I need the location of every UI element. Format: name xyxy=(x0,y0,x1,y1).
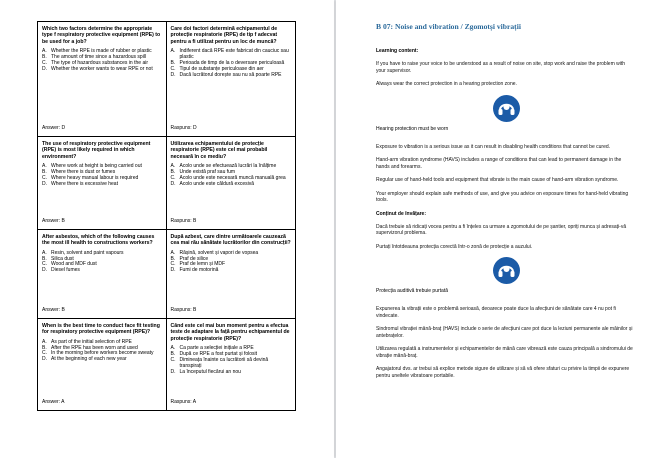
page-left xyxy=(0,0,334,458)
learning-section xyxy=(376,22,634,386)
option-text: După ce RPE a fost purtat și folosit xyxy=(179,350,258,357)
option-list xyxy=(171,164,292,188)
option-item xyxy=(42,182,162,188)
paragraph: Sindromul vibrației mână-braț (HAVS) include o serie de afecțiuni care pot duce la leziuni permanente ale mâinilor și antebrațelor. xyxy=(376,326,633,339)
option-item xyxy=(42,67,162,73)
option-text: Rășină, solvent și vapori de vopsea xyxy=(179,249,259,256)
question-text: After asbestos, which of the following causes the most ill health to constructions workers? xyxy=(42,234,155,247)
option-letter: A. xyxy=(42,47,47,54)
option-text: Ca parte a selecției inițiale a RPE xyxy=(179,344,254,351)
option-text: Acolo unde este necesară muncă manuală grea xyxy=(179,174,286,181)
option-item xyxy=(42,268,162,274)
option-letter: B. xyxy=(170,59,176,66)
option-text: The amount of time since a hazardous spill xyxy=(51,53,147,60)
option-text: Resin, solvent and paint vapours xyxy=(51,249,124,256)
quiz-cell xyxy=(38,22,167,137)
paragraph: Your employer should explain safe methods of use, and give you advice on exposure times for hand-held vibrating tools. xyxy=(376,190,629,203)
option-list xyxy=(171,251,292,275)
option-text: The type of hazardous substances in the air xyxy=(51,59,149,66)
option-text: Indiferent dacă RPE este fabricat din cauciuc sau plastic xyxy=(179,47,289,60)
learning-heading-ro: Conținut de învățare: xyxy=(376,210,427,217)
question-text: După azbest, care dintre următoarele cauzează cea mai rău sănătate lucrătorilor din construcții? xyxy=(170,234,291,247)
option-letter: B. xyxy=(170,350,176,357)
option-text: Silica dust xyxy=(51,255,74,262)
paragraph: If you have to raise your voice to be understood as a result of noise on site, stop work and raise the problem with your supervisor. xyxy=(376,61,626,74)
option-letter: A. xyxy=(42,162,47,169)
option-text: Acolo unde este căldură excesivă xyxy=(179,180,254,187)
option-letter: B. xyxy=(170,168,176,175)
option-letter: D. xyxy=(42,267,47,274)
page-right xyxy=(336,0,670,458)
answer-text: Answer: A xyxy=(42,399,65,405)
option-text: Dimineața înainte ca lucrătorii să devină transpirați xyxy=(179,356,269,369)
option-letter: B. xyxy=(42,255,47,262)
option-letter: C. xyxy=(42,350,47,357)
option-letter: C. xyxy=(170,261,176,268)
option-text: Diesel fumes xyxy=(51,267,80,274)
icon-caption: Hearing protection must be worn xyxy=(376,125,449,132)
answer-text: Raspuns: A xyxy=(170,399,197,405)
quiz-cell xyxy=(38,137,167,230)
option-text: Wood and MDF dust xyxy=(51,261,97,268)
ear-protection-icon xyxy=(493,257,520,284)
option-letter: D. xyxy=(42,356,47,363)
option-letter: C. xyxy=(170,174,176,181)
option-item xyxy=(171,268,292,274)
paragraph: Utilizarea regulată a instrumentelor și echipamentelor de mână care vibrează este cauza principală a sindromului de vibrație mână-braț. xyxy=(376,346,633,359)
option-item xyxy=(171,73,292,79)
option-item xyxy=(171,49,292,61)
option-letter: D. xyxy=(170,180,176,187)
option-letter: A. xyxy=(170,47,176,54)
option-letter: C. xyxy=(42,174,47,181)
paragraph: Exposure to vibration is a serious issue as it can result in disabling health conditions that cannot be cured. xyxy=(376,143,611,150)
option-letter: A. xyxy=(170,249,176,256)
answer-text: Raspuns: B xyxy=(170,307,197,313)
option-text: La începutul fiecărui an nou xyxy=(179,368,241,375)
paragraph: Expunerea la vibrații este o problemă serioasă, deoarece poate duce la afecțiuni de sănătate care 4 nu pot fi vindecate. xyxy=(376,306,616,319)
option-text: Unde există praf sau fum xyxy=(179,168,236,175)
option-letter: D. xyxy=(170,267,176,274)
quiz-cell xyxy=(38,230,167,319)
option-letter: B. xyxy=(42,168,47,175)
paragraph: Regular use of hand-held tools and equipment that vibrate is the main cause of hand-arm vibration syndrome. xyxy=(376,177,619,183)
option-text: Praf de lemn și MDF xyxy=(179,261,226,268)
option-letter: D. xyxy=(170,71,176,78)
answer-text: Answer: D xyxy=(42,125,66,131)
option-list xyxy=(171,346,292,376)
option-text: Whether the worker wants to wear RPE or not xyxy=(51,65,153,72)
option-list xyxy=(42,164,162,188)
icon-caption: Protecția auditivă trebuie purtată xyxy=(376,288,448,294)
paragraph: Always wear the correct protection in a hearing protection zone. xyxy=(376,81,517,87)
option-letter: D. xyxy=(42,65,47,72)
option-letter: B. xyxy=(42,53,47,60)
option-text: As part of the initial selection of RPE xyxy=(51,338,132,345)
option-letter: B. xyxy=(42,344,47,351)
paragraph: Angajatorul dvs. ar trebui să explice metode sigure de utilizare și să vă ofere sfaturi cu privire la timpii de expunere pentru uneltele vibratoare portabile. xyxy=(376,366,630,379)
question-text: The use of respiratory protective equipment (RPE) is most likely required in which environment? xyxy=(42,141,151,160)
paragraph: Dacă trebuie să ridicați vocea pentru a fi înțeles ca urmare a zgomotului de pe șantier, opriți munca și adresați-vă supervizorul problema. xyxy=(376,223,627,236)
question-text: Which two factors determine the appropriate type f respiratory protective equipment (RPE) to be used for a job? xyxy=(42,26,161,45)
option-text: At the beginning of each new year xyxy=(51,356,127,363)
option-text: After the RPE has been worn and used xyxy=(51,344,138,351)
option-letter: A. xyxy=(42,338,47,345)
option-text: Acolo unde se efectuează lucrări la înălțime xyxy=(179,162,277,169)
option-text: Praf de silice xyxy=(179,255,209,262)
paragraph: Hand-arm vibration syndrome (HAVS) includes a range of conditions that can lead to permanent damage in the hands and forearms. xyxy=(376,157,622,170)
option-list xyxy=(42,49,162,73)
quiz-table xyxy=(37,21,296,411)
question-text: Când este cel mai bun moment pentru a efectua teste de adaptare la față pentru echipamentul de protecție respiratorie (RPE)? xyxy=(170,323,290,342)
answer-text: Answer: B xyxy=(42,218,65,224)
option-item xyxy=(171,182,292,188)
option-item xyxy=(171,358,292,370)
quiz-cell xyxy=(167,22,296,137)
option-letter: D. xyxy=(42,180,47,187)
answer-text: Raspuns: B xyxy=(170,218,197,224)
option-letter: C. xyxy=(170,65,176,72)
section-title: B 07: Noise and vibration / Zgomotși vibrații xyxy=(376,22,521,31)
option-letter: C. xyxy=(42,59,47,66)
question-text: Care doi factori determină echipamentul de protecție respiratorie (RPE) de tip f adecvat pentru a fi utilizat pentru un loc de muncă? xyxy=(170,26,278,45)
quiz-cell xyxy=(167,319,296,410)
option-letter: C. xyxy=(170,356,176,363)
option-letter: A. xyxy=(42,249,47,256)
ear-protection-icon xyxy=(493,95,520,122)
paragraph: Purtați întotdeauna protecția corectă într-o zonă de protecție a auzului. xyxy=(376,243,533,250)
option-letter: C. xyxy=(42,261,47,268)
option-letter: D. xyxy=(170,368,176,375)
option-text: Fumi de motorină xyxy=(179,267,219,274)
option-text: Where there is dust or fumes xyxy=(51,168,116,175)
option-letter: B. xyxy=(170,255,176,262)
option-letter: A. xyxy=(170,162,176,169)
learning-heading-en: Learning content: xyxy=(376,48,419,54)
option-text: Dacă lucrătorul dorește sau nu să poarte RPE xyxy=(179,71,282,78)
option-text: Perioada de timp de la o deversare periculoasă xyxy=(179,59,285,66)
option-text: Whether the RPE is made of rubber or plastic xyxy=(51,47,152,54)
question-text: Utilizarea echipamentului de protecție respiratorie (RPE) este cel mai probabil necesară în ce mediu? xyxy=(170,141,268,160)
option-text: Where heavy manual labour is required xyxy=(51,174,139,181)
answer-text: Raspuns: D xyxy=(170,125,197,131)
option-item xyxy=(42,357,162,363)
question-text: When is the best time to conduct face fit testing for respiratory protective equipment (RPE)? xyxy=(42,323,160,336)
quiz-cell xyxy=(167,230,296,319)
option-letter: A. xyxy=(170,344,176,351)
option-item xyxy=(171,370,292,376)
option-list xyxy=(171,49,292,79)
answer-text: Answer: B xyxy=(42,307,65,313)
option-list xyxy=(42,340,162,364)
quiz-cell xyxy=(38,319,167,410)
option-list xyxy=(42,251,162,275)
quiz-cell xyxy=(167,137,296,230)
option-text: In the morning before workers become sweaty xyxy=(51,350,154,357)
option-text: Tipul de substanțe periculoase din aer xyxy=(179,65,264,72)
option-text: Where work at height is being carried out xyxy=(51,162,142,169)
option-text: Where there is excessive heat xyxy=(51,180,118,187)
